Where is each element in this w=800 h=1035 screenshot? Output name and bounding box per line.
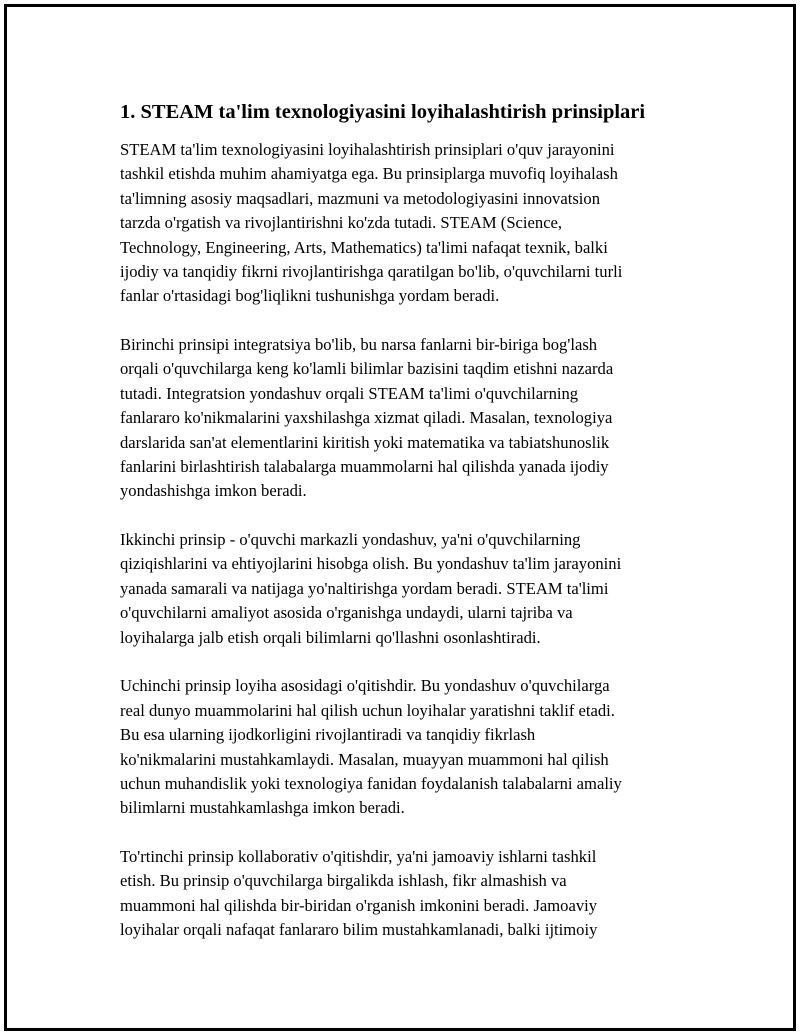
text-line: loyihalar orqali nafaqat fanlararo bilim mustahkamlanadi, balki ijtimoiy: [120, 920, 598, 940]
text-line: yondashishga imkon beradi.: [120, 481, 307, 501]
document-body: [120, 99, 685, 967]
text-line: qiziqishlarini va ehtiyojlarini hisobga olish. Bu yondashuv ta'lim jarayonini: [120, 554, 622, 574]
text-line: muammoni hal qilishda bir-biridan o'rganish imkonini beradi. Jamoaviy: [120, 895, 598, 915]
text-line: darslarida san'at elementlarini kiritish yoki matematika va tabiatshunoslik: [120, 432, 610, 452]
text-line: real dunyo muammolarini hal qilish uchun loyihalar yaratishni taklif etadi.: [120, 700, 615, 720]
text-line: tutadi. Integratsion yondashuv orqali STEAM ta'limi o'quvchilarning: [120, 383, 579, 403]
text-line: orqali o'quvchilarga keng ko'lamli bilimlar bazisini taqdim etishni nazarda: [120, 359, 614, 379]
text-line: To'rtinchi prinsip kollaborativ o'qitishdir, ya'ni jamoaviy ishlarni tashkil: [120, 846, 597, 866]
text-line: etish. Bu prinsip o'quvchilarga birgalikda ishlash, fikr almashish va: [120, 871, 567, 891]
page-frame: [4, 4, 796, 1031]
text-line: Uchinchi prinsip loyiha asosidagi o'qitishdir. Bu yondashuv o'quvchilarga: [120, 676, 610, 696]
text-line: o'quvchilarni amaliyot asosida o'rganishga undaydi, ularni tajriba va: [120, 603, 573, 623]
paragraph-second-principle: [120, 528, 685, 650]
paragraph-intro: [120, 138, 685, 309]
paragraph-fourth-principle: [120, 845, 685, 943]
paragraph-first-principle: [120, 333, 685, 504]
text-line: ta'limning asosiy maqsadlari, mazmuni va metodologiyasini innovatsion: [120, 188, 600, 208]
text-line: bilimlarni mustahkamlashga imkon beradi.: [120, 798, 405, 818]
text-line: Technology, Engineering, Arts, Mathematics) ta'limi nafaqat texnik, balki: [120, 237, 608, 257]
text-line: yanada samarali va natijaga yo'naltirishga yordam beradi. STEAM ta'limi: [120, 578, 609, 598]
text-line: loyihalarga jalb etish orqali bilimlarni qo'llashni osonlashtiradi.: [120, 627, 541, 647]
paragraph-third-principle: [120, 674, 685, 820]
text-line: ijodiy va tanqidiy fikrni rivojlantirishga qaratilgan bo'lib, o'quvchilarni turli: [120, 262, 623, 282]
text-line: uchun muhandislik yoki texnologiya fanidan foydalanish talabalarni amaliy: [120, 773, 622, 793]
text-line: fanlararo ko'nikmalarini yaxshilashga xizmat qiladi. Masalan, texnologiya: [120, 408, 613, 428]
text-line: Birinchi prinsipi integratsiya bo'lib, bu narsa fanlarni bir-biriga bog'lash: [120, 335, 598, 355]
section-heading: 1. STEAM ta'lim texnologiyasini loyihalashtirish prinsiplari: [120, 101, 646, 123]
text-line: fanlar o'rtasidagi bog'liqlikni tushunishga yordam beradi.: [120, 286, 500, 306]
text-line: tashkil etishda muhim ahamiyatga ega. Bu prinsiplarga muvofiq loyihalash: [120, 164, 618, 184]
text-line: STEAM ta'lim texnologiyasini loyihalashtirish prinsiplari o'quv jarayonini: [120, 140, 615, 159]
text-line: ko'nikmalarini mustahkamlaydi. Masalan, muayyan muammoni hal qilish: [120, 749, 609, 769]
text-line: Bu esa ularning ijodkorligini rivojlantiradi va tanqidiy fikrlash: [120, 725, 536, 745]
text-line: Ikkinchi prinsip - o'quvchi markazli yondashuv, ya'ni o'quvchilarning: [120, 530, 581, 550]
text-line: fanlarini birlashtirish talabalarga muammolarni hal qilishda yanada ijodiy: [120, 457, 609, 477]
text-line: tarzda o'rgatish va rivojlantirishni ko'zda tutadi. STEAM (Science,: [120, 213, 563, 233]
